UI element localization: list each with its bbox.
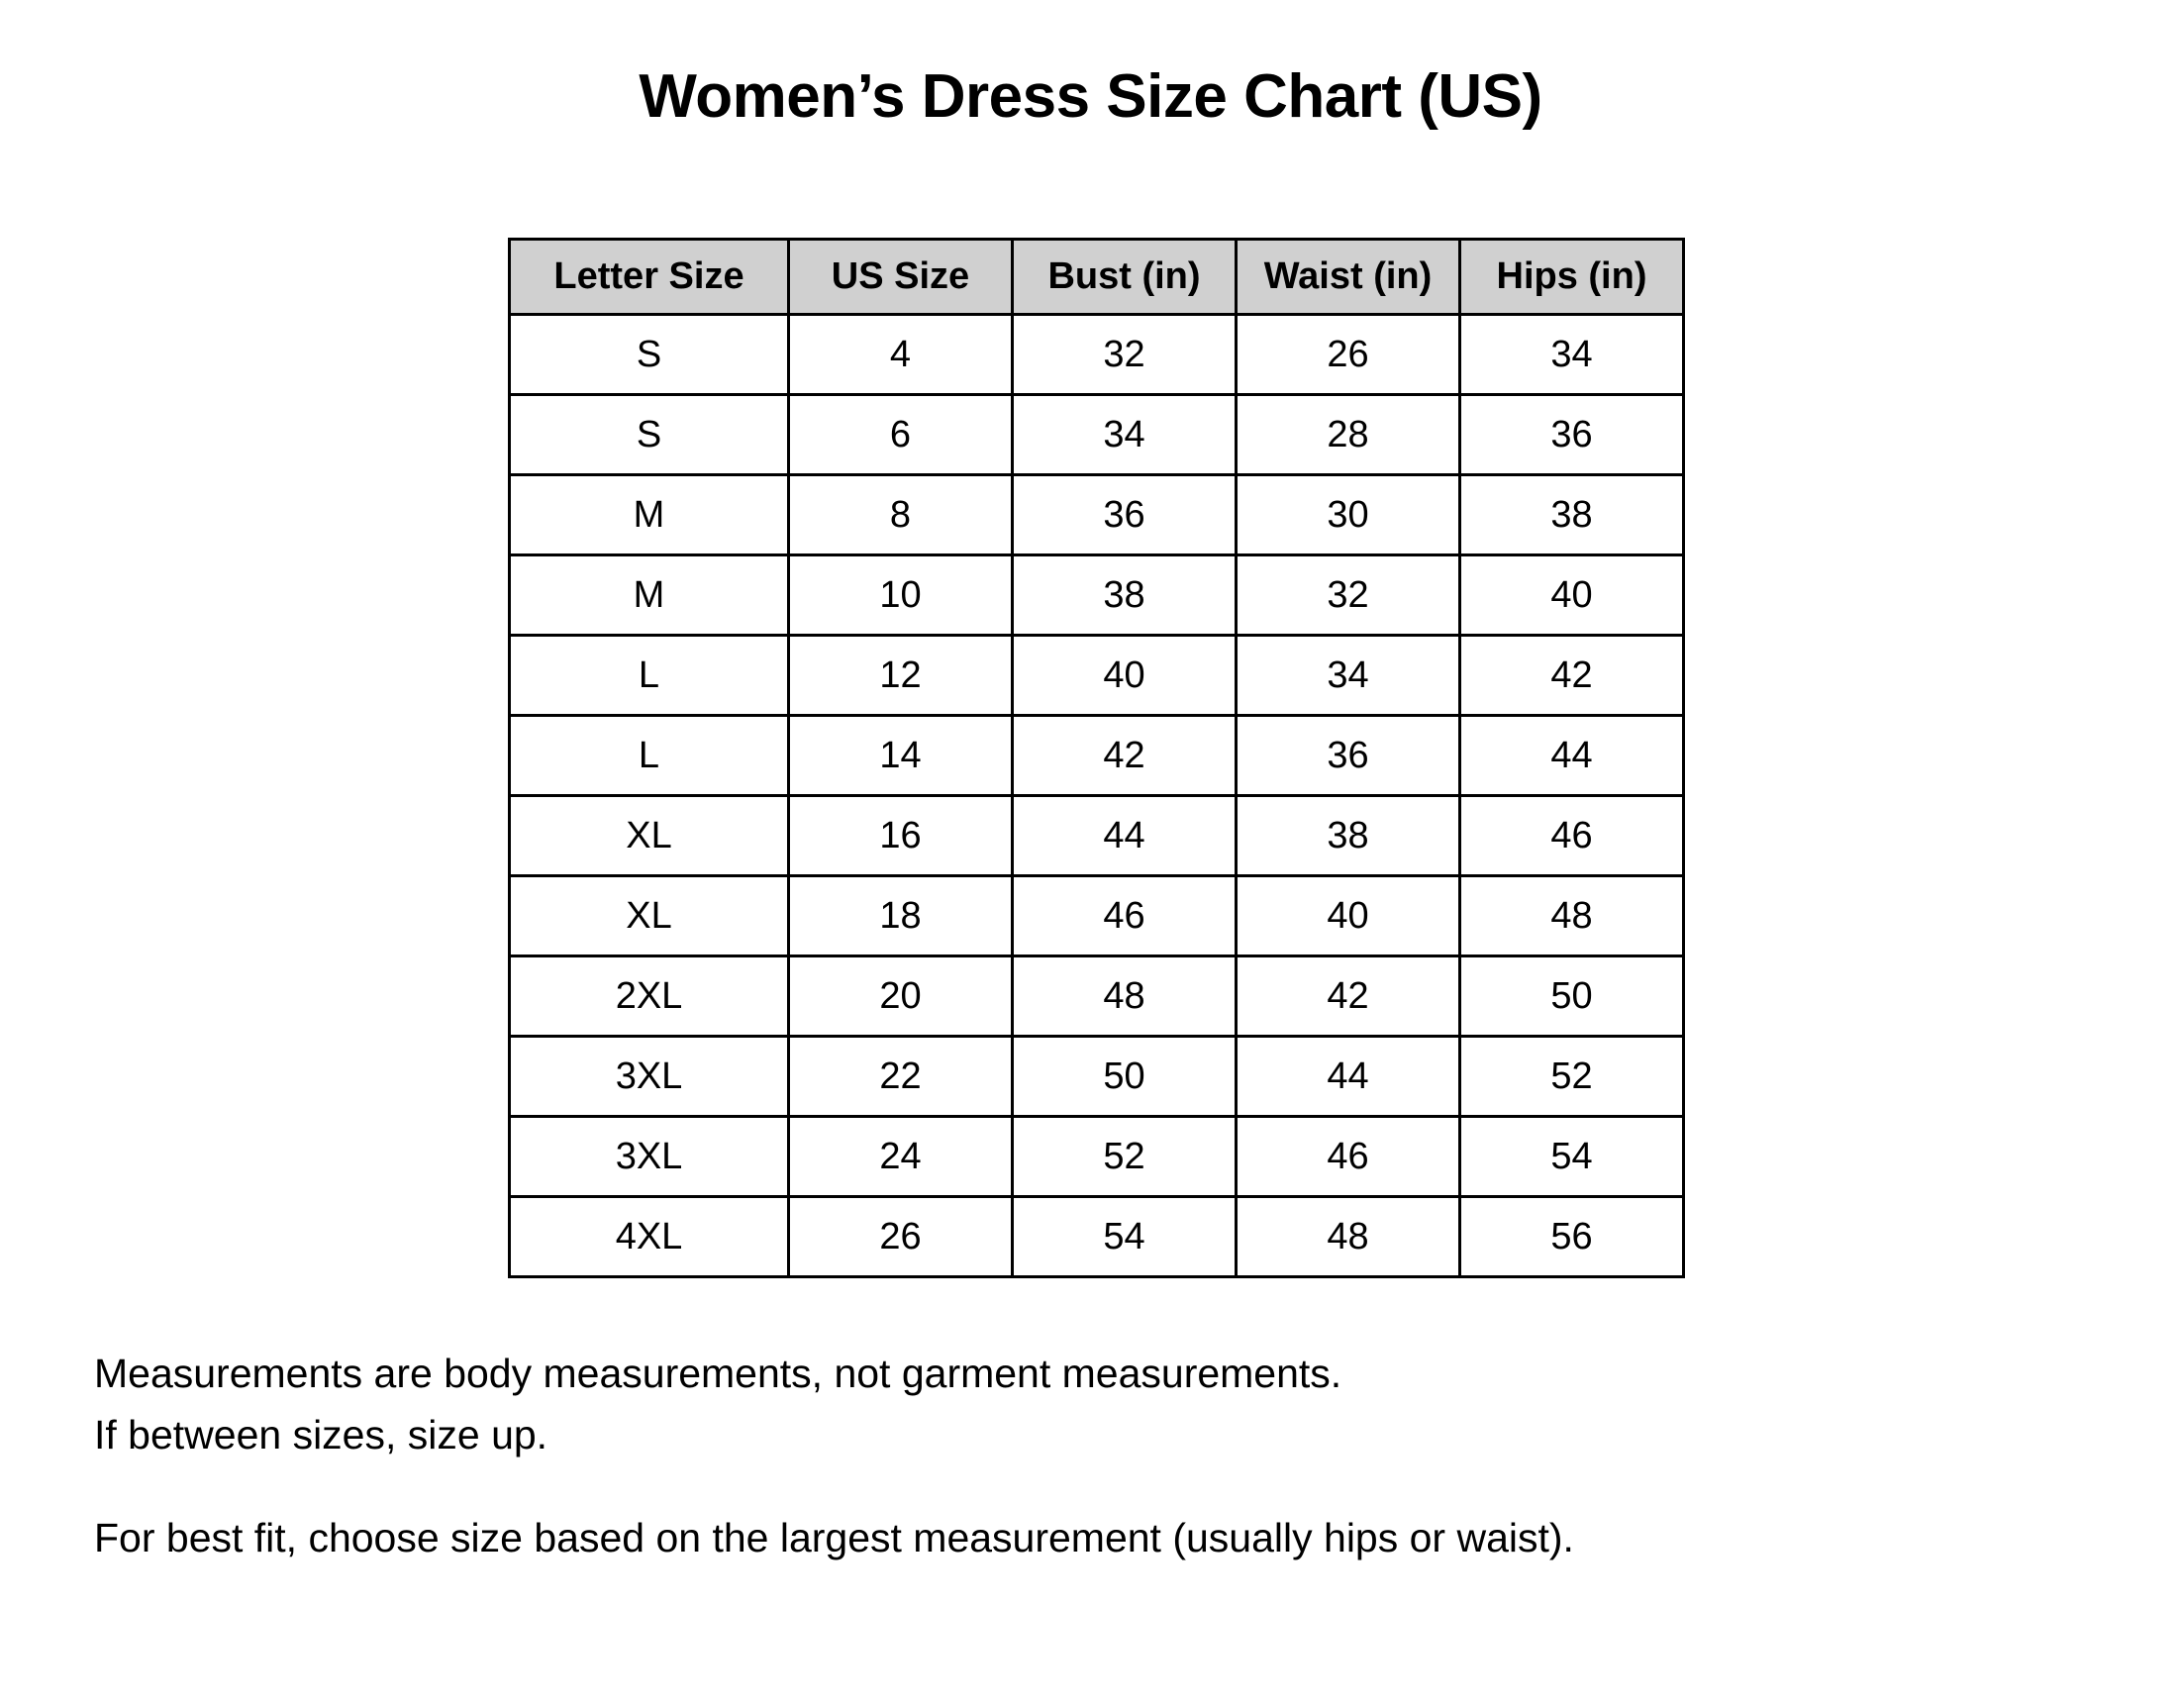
size-chart-table-container — [508, 238, 1685, 1278]
cell-hips: 40 — [1460, 555, 1684, 636]
table-row — [510, 395, 1684, 475]
cell-bust: 38 — [1013, 555, 1237, 636]
note-line-measurements: Measurements are body measurements, not garment measurements. — [94, 1351, 1342, 1396]
table-row — [510, 956, 1684, 1037]
size-chart-table — [508, 238, 1685, 1278]
cell-hips: 46 — [1460, 796, 1684, 876]
cell-us-size: 14 — [789, 716, 1013, 796]
cell-us-size: 16 — [789, 796, 1013, 876]
cell-letter-size: XL — [510, 796, 789, 876]
cell-waist: 46 — [1237, 1117, 1460, 1197]
cell-waist: 28 — [1237, 395, 1460, 475]
cell-hips: 54 — [1460, 1117, 1684, 1197]
cell-waist: 48 — [1237, 1197, 1460, 1277]
cell-letter-size: M — [510, 555, 789, 636]
column-header-waist: Waist (in) — [1237, 240, 1460, 315]
table-row — [510, 876, 1684, 956]
cell-bust: 36 — [1013, 475, 1237, 555]
cell-us-size: 20 — [789, 956, 1013, 1037]
cell-hips: 36 — [1460, 395, 1684, 475]
table-row — [510, 1037, 1684, 1117]
cell-bust: 50 — [1013, 1037, 1237, 1117]
cell-hips: 48 — [1460, 876, 1684, 956]
cell-letter-size: L — [510, 636, 789, 716]
note-line-size-up: If between sizes, size up. — [94, 1412, 548, 1457]
cell-waist: 34 — [1237, 636, 1460, 716]
table-row — [510, 1197, 1684, 1277]
table-row — [510, 796, 1684, 876]
cell-hips: 44 — [1460, 716, 1684, 796]
cell-bust: 54 — [1013, 1197, 1237, 1277]
column-header-us-size: US Size — [789, 240, 1013, 315]
note-line-best-fit: For best fit, choose size based on the largest measurement (usually hips or waist). — [94, 1515, 1574, 1560]
cell-letter-size: 3XL — [510, 1037, 789, 1117]
table-row — [510, 315, 1684, 395]
cell-us-size: 12 — [789, 636, 1013, 716]
cell-hips: 50 — [1460, 956, 1684, 1037]
table-row — [510, 555, 1684, 636]
cell-letter-size: 2XL — [510, 956, 789, 1037]
cell-us-size: 22 — [789, 1037, 1013, 1117]
page-title: Women’s Dress Size Chart (US) — [639, 62, 1542, 131]
cell-letter-size: 3XL — [510, 1117, 789, 1197]
cell-waist: 30 — [1237, 475, 1460, 555]
cell-bust: 40 — [1013, 636, 1237, 716]
cell-letter-size: XL — [510, 876, 789, 956]
column-header-letter-size: Letter Size — [510, 240, 789, 315]
cell-waist: 26 — [1237, 315, 1460, 395]
cell-letter-size: S — [510, 395, 789, 475]
cell-letter-size: 4XL — [510, 1197, 789, 1277]
cell-letter-size: M — [510, 475, 789, 555]
cell-us-size: 4 — [789, 315, 1013, 395]
cell-waist: 32 — [1237, 555, 1460, 636]
cell-bust: 34 — [1013, 395, 1237, 475]
cell-us-size: 6 — [789, 395, 1013, 475]
column-header-hips: Hips (in) — [1460, 240, 1684, 315]
cell-waist: 42 — [1237, 956, 1460, 1037]
cell-bust: 32 — [1013, 315, 1237, 395]
cell-us-size: 18 — [789, 876, 1013, 956]
cell-bust: 48 — [1013, 956, 1237, 1037]
cell-us-size: 26 — [789, 1197, 1013, 1277]
cell-hips: 52 — [1460, 1037, 1684, 1117]
cell-us-size: 10 — [789, 555, 1013, 636]
cell-waist: 38 — [1237, 796, 1460, 876]
cell-us-size: 24 — [789, 1117, 1013, 1197]
table-header-row — [510, 240, 1684, 315]
cell-bust: 44 — [1013, 796, 1237, 876]
cell-bust: 42 — [1013, 716, 1237, 796]
column-header-bust: Bust (in) — [1013, 240, 1237, 315]
table-row — [510, 636, 1684, 716]
cell-letter-size: S — [510, 315, 789, 395]
cell-hips: 42 — [1460, 636, 1684, 716]
cell-hips: 34 — [1460, 315, 1684, 395]
table-row — [510, 1117, 1684, 1197]
cell-waist: 44 — [1237, 1037, 1460, 1117]
notes-spacer — [94, 1465, 2074, 1507]
cell-waist: 40 — [1237, 876, 1460, 956]
notes-section — [94, 1343, 2074, 1568]
cell-bust: 52 — [1013, 1117, 1237, 1197]
cell-hips: 56 — [1460, 1197, 1684, 1277]
cell-letter-size: L — [510, 716, 789, 796]
cell-us-size: 8 — [789, 475, 1013, 555]
cell-waist: 36 — [1237, 716, 1460, 796]
table-row — [510, 716, 1684, 796]
cell-bust: 46 — [1013, 876, 1237, 956]
cell-hips: 38 — [1460, 475, 1684, 555]
table-row — [510, 475, 1684, 555]
